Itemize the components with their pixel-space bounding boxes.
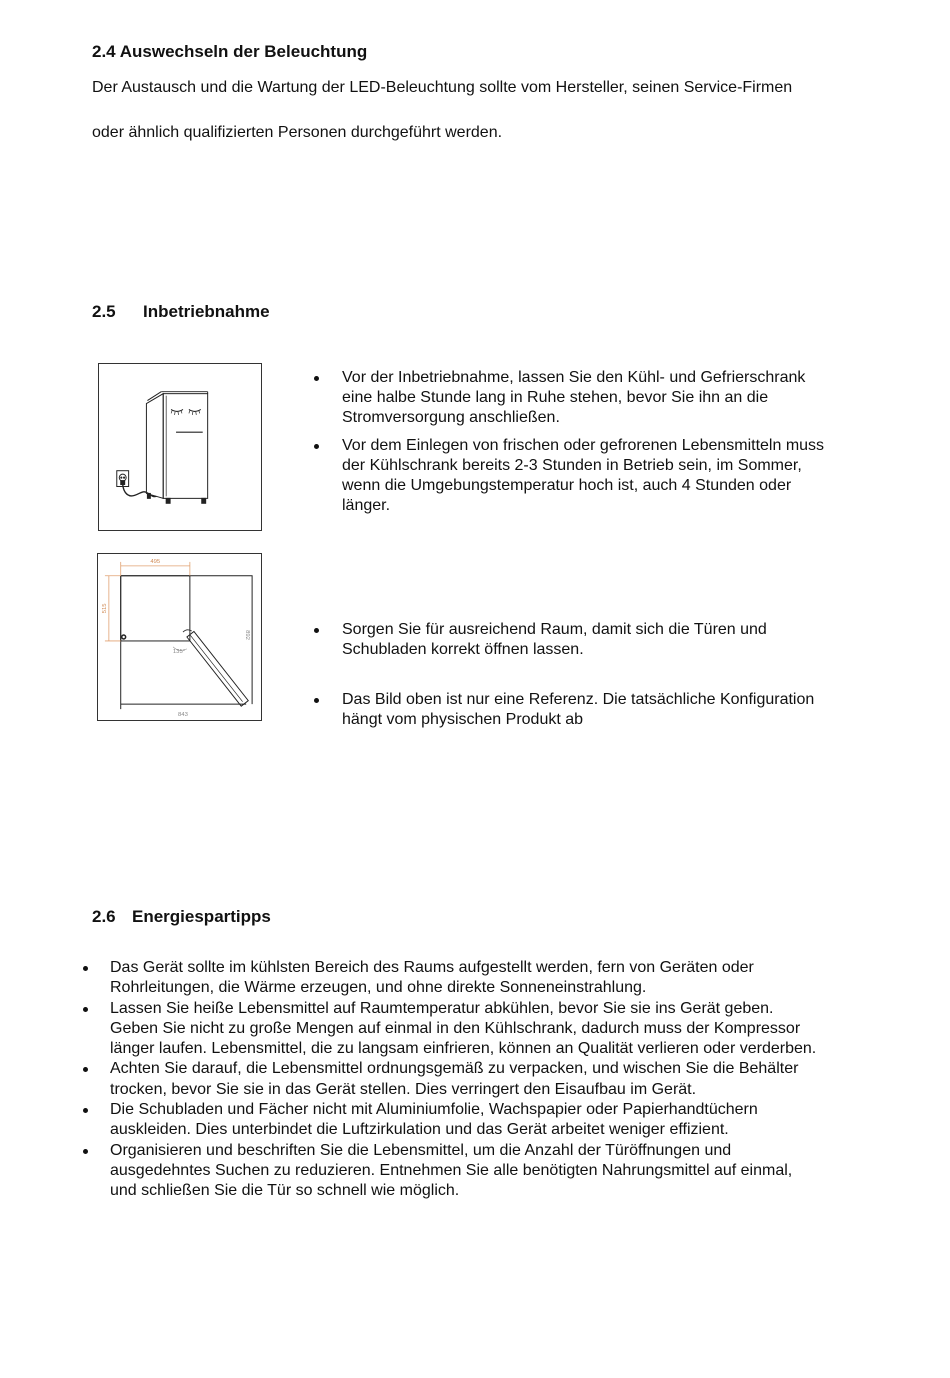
fridge-foot: [202, 498, 206, 503]
section-title: Auswechseln der Beleuchtung: [119, 42, 368, 61]
section-2-5-bullet: Sorgen Sie für ausreichend Raum, damit sich die Türen und Schubladen korrekt öffnen lassen.: [342, 621, 767, 658]
bullet-icon: [314, 628, 319, 633]
hinge-marker: [122, 635, 126, 639]
list-item: [80, 1100, 940, 1141]
section-2-4-heading: [92, 42, 367, 62]
outlet-pin: [123, 477, 124, 478]
section-2-4-paragraph: Der Austausch und die Wartung der LED-Beleuchtung sollte vom Hersteller, seinen Service-Firmen oder ähnlich qualifizierten Personen durchgeführt werden.: [92, 79, 793, 141]
dimension-label: 515: [101, 603, 108, 614]
bullet-icon: [83, 1149, 88, 1154]
section-2-5-bullet: Vor der Inbetriebnahme, lassen Sie den Kühl- und Gefrierschrank eine halbe Stunde lang in Ruhe stehen, bevor Sie ihn an die Stromversorgung anschließen.: [342, 369, 806, 426]
plug-icon: [121, 481, 125, 485]
list-item: [80, 1059, 940, 1100]
list-item-text: Die Schubladen und Fächer nicht mit Aluminiumfolie, Wachspapier oder Papierhandtüchern auskleiden. Dies unterbindet die Luftzirkulation und das Gerät arbeitet weniger effizient.: [110, 1101, 758, 1139]
section-2-5-bullet: Das Bild oben ist nur eine Referenz. Die tatsächliche Konfiguration hängt vom physischen Produkt ab: [342, 691, 815, 728]
door-angle-label: 135°: [172, 648, 186, 655]
clearance-diagram-svg: [98, 554, 261, 720]
door-hinge-cap: [183, 630, 192, 632]
list-item: [80, 958, 940, 999]
list-item-text: Das Gerät sollte im kühlsten Bereich des Raums aufgestellt werden, fern von Geräten oder Rohrleitungen, die Wärme erzeugen, und ohne direkte Sonneneinstrahlung.: [110, 959, 754, 997]
door-inner-line: [190, 635, 242, 701]
bullet-icon: [314, 698, 319, 703]
fridge-with-power-outlet-icon: [98, 363, 262, 531]
bullet-icon: [83, 1007, 88, 1012]
clearance-outline: [121, 576, 252, 704]
section-2-5-number: 2.5: [92, 302, 116, 321]
bullet-icon: [314, 376, 319, 381]
bullet-icon: [83, 1067, 88, 1072]
list-item-text: Organisieren und beschriften Sie die Lebensmittel, um die Anzahl der Türöffnungen und ausgedehntes Suchen zu reduzieren. Entnehmen Sie alle benötigten Nahrungsmittel auf einmal, und schließen Sie die Tür so schnell wie möglich.: [110, 1141, 793, 1200]
dimension-label: 495: [150, 558, 161, 565]
outlet-pin: [121, 477, 122, 478]
list-item: [80, 1141, 940, 1202]
dimension-label: 892: [244, 630, 251, 640]
dimension-label: 843: [178, 712, 188, 719]
fridge-side-face: [146, 394, 163, 499]
door-clearance-diagram-icon: [97, 553, 262, 721]
fridge-top-view: [121, 576, 190, 641]
bullet-icon: [83, 1108, 88, 1113]
list-item-text: Achten Sie darauf, die Lebensmittel ordnungsgemäß zu verpacken, und wischen Sie die Behälter trocken, bevor Sie sie in das Gerät stellen. Dies verringert den Eisaufbau im Gerät.: [110, 1060, 799, 1098]
list-item-text: Lassen Sie heiße Lebensmittel auf Raumtemperatur abkühlen, bevor Sie sie ins Gerät geben. Geben Sie nicht zu große Mengen auf einmal in den Kühlschrank, dadurch muss der Kompressor länger laufen. Lebensmittel, die zu langsam einfrieren, können an Qualität verlieren oder verderben.: [110, 999, 817, 1058]
fridge-illustration-svg: [99, 364, 261, 530]
section-number: 2.4: [92, 42, 116, 61]
section-2-5-title: Inbetriebnahme: [143, 302, 270, 321]
section-2-6-title: Energiespartipps: [132, 907, 271, 926]
section-2-6-number: 2.6: [92, 907, 116, 926]
bullet-icon: [83, 966, 88, 971]
section-2-5-bullet: Vor dem Einlegen von frischen oder gefrorenen Lebensmitteln muss der Kühlschrank bereits 2-3 Stunden in Betrieb sein, im Sommer, wenn die Umgebungstemperatur hoch ist, auch 4 Stunden oder länger.: [342, 437, 825, 514]
fridge-foot: [166, 498, 170, 503]
energy-tips-list: [80, 958, 940, 1202]
bullet-icon: [314, 444, 319, 449]
list-item: [80, 999, 940, 1060]
fridge-front-face: [163, 394, 207, 499]
